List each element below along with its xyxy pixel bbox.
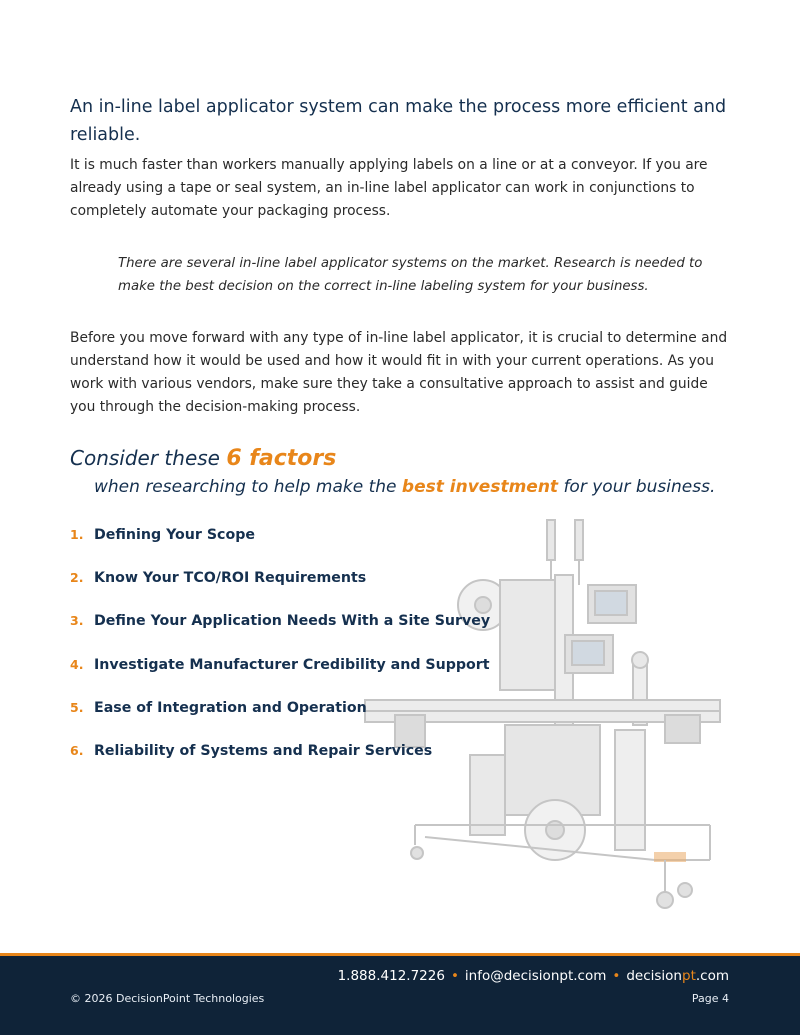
consider-text: Consider these	[70, 446, 227, 470]
website-highlight: pt	[682, 968, 696, 984]
contact-line	[338, 968, 729, 984]
consider-sub-highlight: best investment	[401, 477, 559, 497]
consider-sub-text: when researching to help make the	[94, 477, 402, 497]
email-link[interactable]: info@decisionpt.com	[464, 968, 607, 984]
factor-item	[70, 657, 490, 700]
factor-item	[70, 613, 490, 656]
body-paragraph: Before you move forward with any type of in-line label applicator, it is crucial to determine and understand how it would be used and how it would fit in with your current operations. As you work with various vendors, make sure they take a consultative approach to assist and guide you through the decision-making process.	[70, 330, 728, 415]
factor-number: 1.	[70, 527, 84, 542]
website-text: decision	[626, 968, 682, 984]
pull-quote: There are several in-line label applicator systems on the market. Research is needed to make the best decision on the correct in-line labeling system for your business.	[118, 256, 703, 294]
factor-number: 4.	[70, 656, 84, 672]
factor-label: Ease of Integration and Operation	[94, 699, 367, 716]
factor-label: Define Your Application Needs With a Site Survey	[94, 613, 491, 630]
separator-dot: •	[450, 968, 459, 984]
consider-sub-post: for your business.	[558, 477, 716, 497]
factor-item	[70, 527, 490, 570]
factor-item	[70, 700, 490, 743]
consider-highlight: 6 factors	[226, 446, 337, 471]
consider-heading	[70, 446, 336, 471]
page-number: Page 4	[691, 992, 729, 1005]
page-footer	[0, 953, 800, 1035]
factor-number: 6.	[70, 742, 84, 758]
website-suffix: .com	[695, 968, 729, 984]
consider-subheading	[94, 477, 715, 497]
factor-label: Defining Your Scope	[94, 527, 255, 543]
factor-number: 3.	[70, 613, 84, 629]
section-heading: An in-line label applicator system can make the process more efficient and reliable.	[70, 97, 727, 145]
intro-paragraph: It is much faster than workers manually applying labels on a line or at a conveyor. If you are already using a tape or seal system, an in-line label applicator can work in conjunctions to completely automate your packaging process.	[70, 157, 708, 219]
copyright: © 2026 DecisionPoint Technologies	[70, 992, 265, 1005]
factor-item	[70, 570, 490, 613]
separator-dot: •	[612, 968, 621, 984]
phone-number[interactable]: 1.888.412.7226	[337, 968, 445, 984]
factor-item	[70, 743, 490, 786]
factor-number: 5.	[70, 699, 84, 715]
factor-label: Investigate Manufacturer Credibility and Support	[94, 656, 490, 673]
factor-number: 2.	[70, 570, 84, 586]
factors-list	[70, 527, 490, 786]
website-link[interactable]	[626, 968, 729, 984]
factor-label: Reliability of Systems and Repair Services	[94, 742, 433, 759]
factor-label: Know Your TCO/ROI Requirements	[94, 570, 367, 587]
